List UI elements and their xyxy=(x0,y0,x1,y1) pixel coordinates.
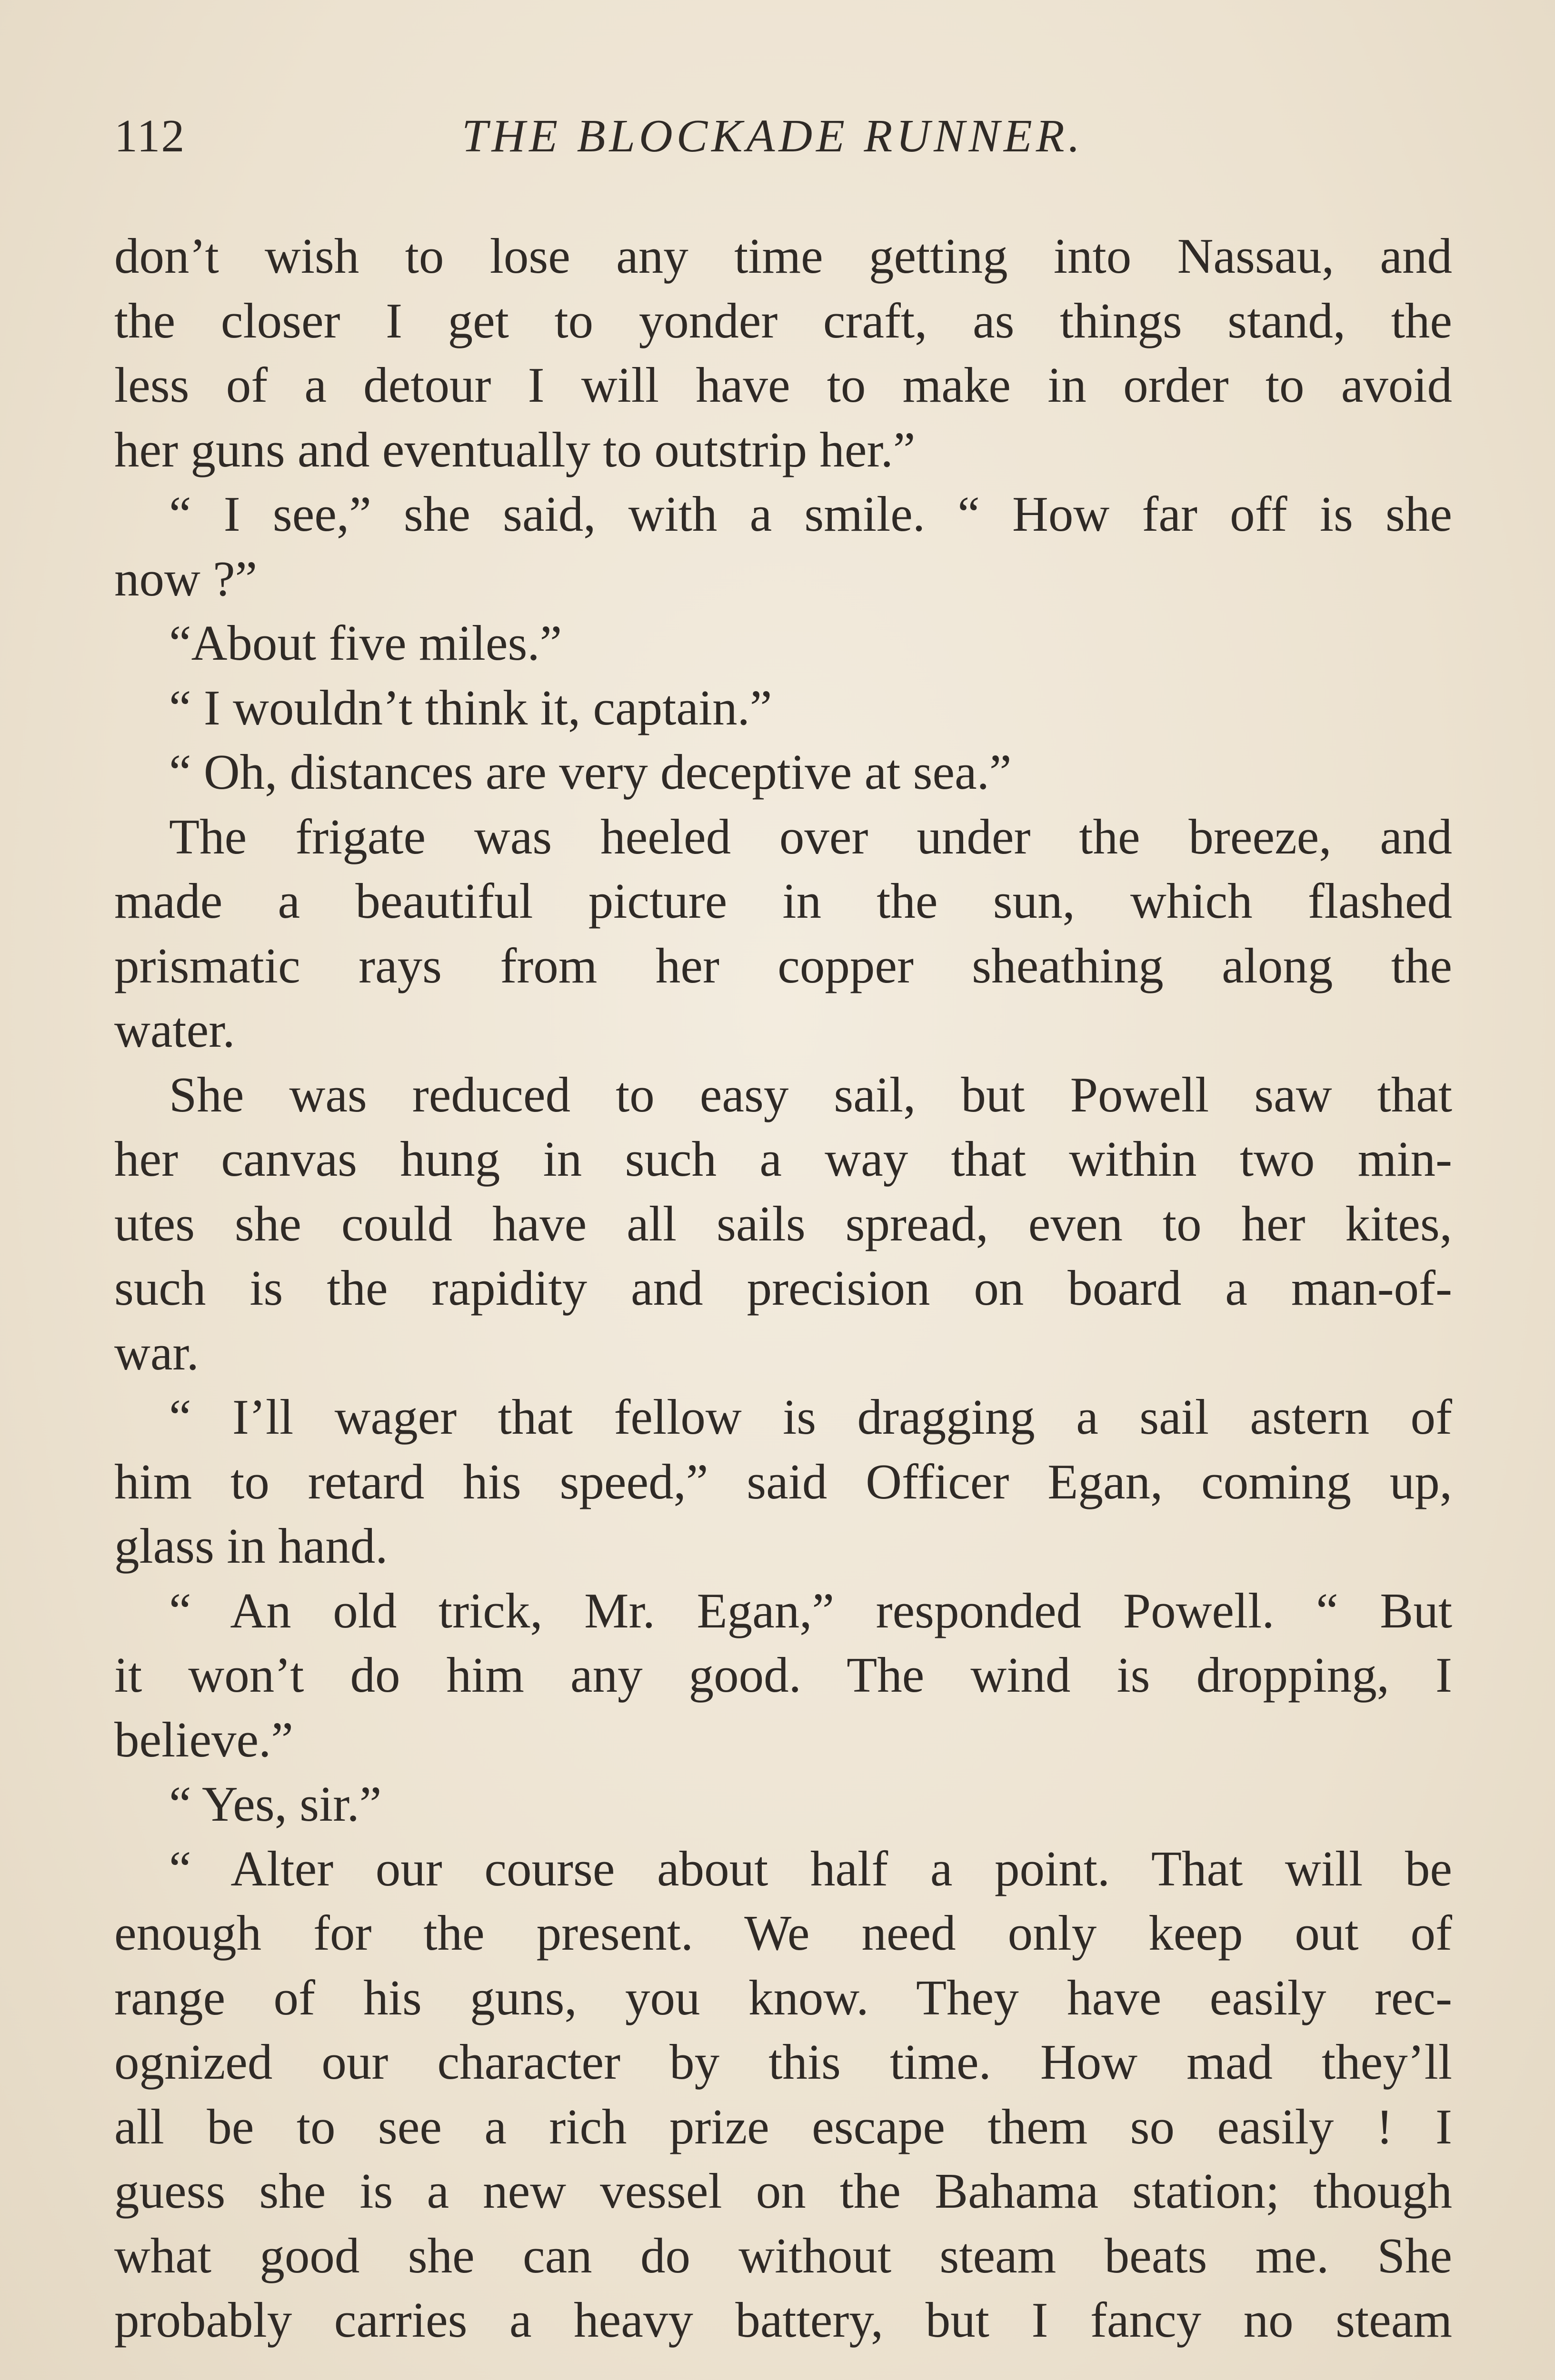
text-line: “ Oh, distances are very deceptive at sea.” xyxy=(169,744,1012,800)
text-line: prismatic rays from her copper sheathing along the xyxy=(114,937,1452,993)
text-line: probably carries a heavy battery, but I fancy no steam xyxy=(114,2292,1452,2348)
text-line: now ?” xyxy=(114,550,258,606)
text-line: water. xyxy=(114,1002,235,1058)
text-line: “ I see,” she said, with a smile. “ How far off is she xyxy=(169,486,1452,542)
text-line: it won’t do him any good. The wind is dropping, I xyxy=(114,1647,1452,1703)
text-line: range of his guns, you know. They have easily rec- xyxy=(114,1969,1452,2025)
text-line: enough for the present. We need only keep out of xyxy=(114,1905,1452,1961)
text-line: “ Yes, sir.” xyxy=(169,1776,382,1832)
text-line: made a beautiful picture in the sun, which flashed xyxy=(114,873,1452,929)
text-line: less of a detour I will have to make in order to avoid xyxy=(114,357,1452,413)
text-line: what good she can do without steam beats me. She xyxy=(114,2227,1452,2283)
text-line: “ I’ll wager that fellow is dragging a sail astern of xyxy=(169,1389,1452,1445)
text-line: “About five miles.” xyxy=(169,615,562,671)
running-head: THE BLOCKADE RUNNER. xyxy=(462,110,1084,162)
text-line: ognized our character by this time. How mad they’ll xyxy=(114,2034,1452,2090)
text-line: “ An old trick, Mr. Egan,” responded Powell. “ But xyxy=(169,1582,1452,1638)
text-line: “ I wouldn’t think it, captain.” xyxy=(169,679,772,735)
text-line: “ Alter our course about half a point. That will be xyxy=(169,1840,1452,1896)
page-number: 112 xyxy=(114,110,186,162)
text-line: the closer I get to yonder craft, as things stand, the xyxy=(114,292,1452,348)
text-line: She was reduced to easy sail, but Powell saw that xyxy=(169,1066,1452,1122)
body-text xyxy=(114,224,1452,2352)
text-line: war. xyxy=(114,1324,199,1380)
text-line: such is the rapidity and precision on board a man-of- xyxy=(114,1260,1452,1316)
text-line: her guns and eventually to outstrip her.” xyxy=(114,421,916,477)
text-line: glass in hand. xyxy=(114,1518,388,1574)
text-line: her canvas hung in such a way that within two min- xyxy=(114,1131,1452,1187)
text-line: believe.” xyxy=(114,1711,294,1767)
page-header xyxy=(114,100,1457,171)
text-line: him to retard his speed,” said Officer Egan, coming up, xyxy=(114,1453,1452,1509)
text-line: all be to see a rich prize escape them so easily ! I xyxy=(114,2098,1452,2154)
text-line: guess she is a new vessel on the Bahama station; though xyxy=(114,2163,1452,2219)
text-line: The frigate was heeled over under the breeze, and xyxy=(169,808,1452,864)
text-line: don’t wish to lose any time getting into Nassau, and xyxy=(114,228,1452,284)
text-line: utes she could have all sails spread, even to her kites, xyxy=(114,1195,1452,1251)
